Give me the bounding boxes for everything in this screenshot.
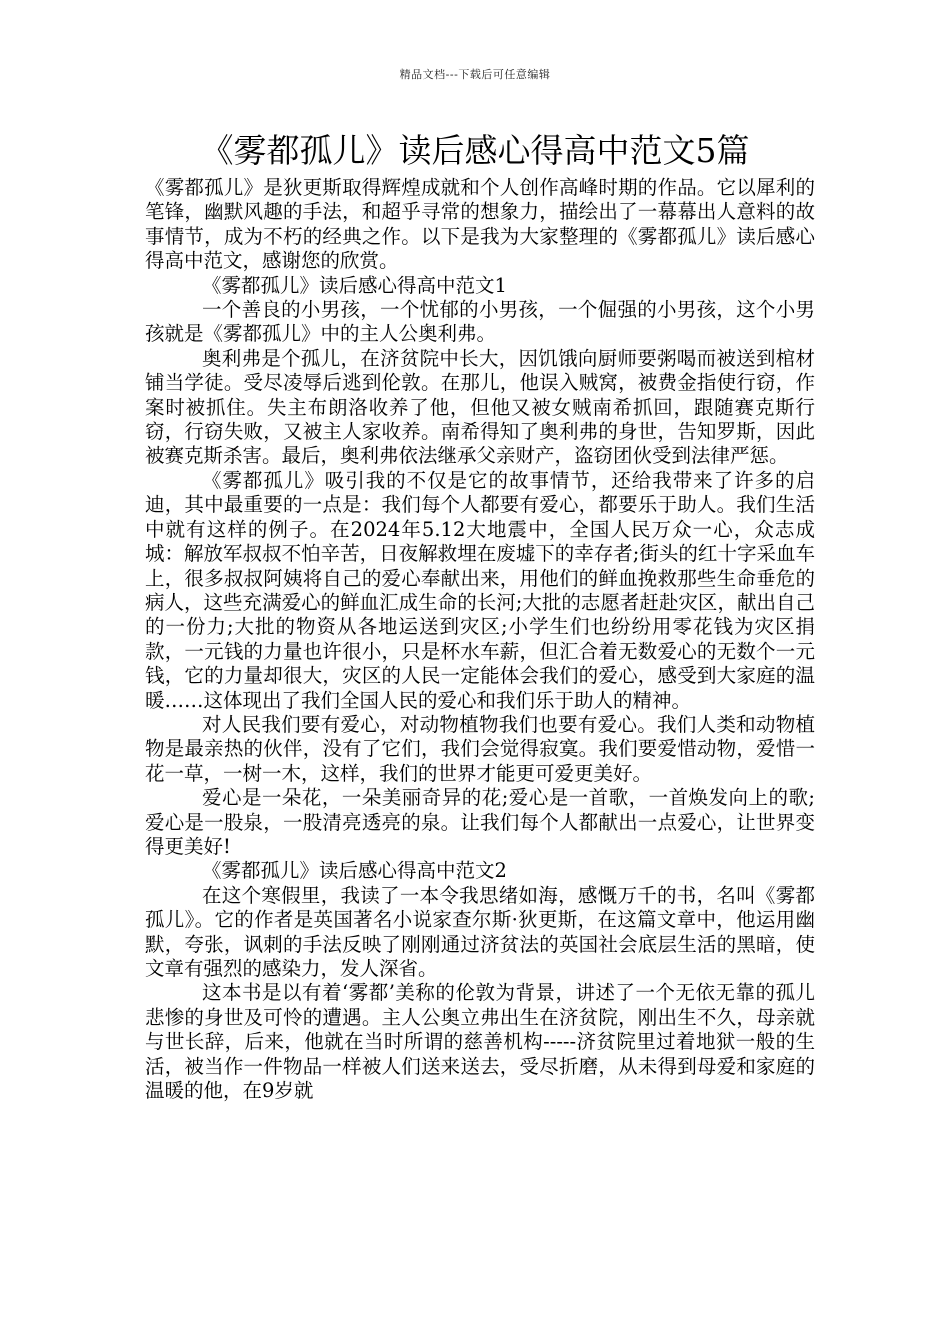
body-paragraph: 《雾都孤儿》吸引我的不仅是它的故事情节，还给我带来了许多的启迪，其中最重要的一点是：我们每个人都要有爱心，都要乐于助人。我们生活中就有这样的例子。在2024年5.12大地震中，全国人民万众一心，众志成城：解放军叔叔不怕辛苦，日夜解救埋在废墟下的幸存者;街头的红十字采血车上，很多叔叔阿姨将自己的爱心奉献出来，用他们的鲜血挽救那些生命垂危的病人，这些充满爱心的鲜血汇成生命的长河;大批的志愿者赶赴灾区，献出自己的一份力;大批的物资从各地运送到灾区;小学生们也纷纷用零花钱为灾区捐款，一元钱的力量也许很小，只是杯水车薪，但汇合着无数爱心的无数个一元钱，它的力量却很大，灾区的人民一定能体会我们的爱心，感受到大家庭的温暖……这体现出了我们全国人民的爱心和我们乐于助人的精神。 xyxy=(145,468,815,712)
body-paragraph: 奥利弗是个孤儿，在济贫院中长大，因饥饿向厨师要粥喝而被送到棺材铺当学徒。受尽凌辱后逃到伦敦。在那儿，他误入贼窝，被费金指使行窃，作案时被抓住。失主布朗洛收养了他，但他又被女贼南希抓回，跟随赛克斯行窃，行窃失败，又被主人家收养。南希得知了奥利弗的身世，告知罗斯，因此被赛克斯杀害。最后，奥利弗依法继承父亲财产，盗窃团伙受到法律严惩。 xyxy=(145,346,815,468)
body-paragraph: 在这个寒假里，我读了一本令我思绪如海，感慨万千的书，名叫《雾都孤儿》。它的作者是英国著名小说家查尔斯·狄更斯，在这篇文章中，他运用幽默，夸张，讽刺的手法反映了刚刚通过济贫法的英国社会底层生活的黑暗，使文章有强烈的感染力，发人深省。 xyxy=(145,883,815,980)
header-note: 精品文档---下载后可任意编辑 xyxy=(399,68,551,81)
body-paragraph: 爱心是一朵花，一朵美丽奇异的花;爱心是一首歌，一首焕发向上的歌;爱心是一股泉，一股清亮透亮的泉。让我们每个人都献出一点爱心，让世界变得更美好! xyxy=(145,786,815,858)
body-paragraph: 一个善良的小男孩，一个忧郁的小男孩，一个倔强的小男孩，这个小男孩就是《雾都孤儿》中的主人公奥利弗。 xyxy=(145,298,815,346)
document-body xyxy=(145,176,815,1103)
body-paragraph: 这本书是以有着‘雾都’美称的伦敦为背景，讲述了一个无依无靠的孤儿悲惨的身世及可怜的遭遇。主人公奥立弗出生在济贫院，刚出生不久，母亲就与世长辞，后来，他就在当时所谓的慈善机构-----济贫院里过着地狱一般的生活，被当作一件物品一样被人们送来送去，受尽折磨，从未得到母爱和家庭的温暖的他，在9岁就 xyxy=(145,981,815,1103)
document-title: 《雾都孤儿》读后感心得高中范文5篇 xyxy=(200,131,750,170)
section-heading: 《雾都孤儿》读后感心得高中范文1 xyxy=(202,273,507,297)
body-paragraph: 对人民我们要有爱心，对动物植物我们也要有爱心。我们人类和动物植物是最亲热的伙伴，没有了它们，我们会觉得寂寞。我们要爱惜动物，爱惜一花一草，一树一木，这样，我们的世界才能更可爱更美好。 xyxy=(145,712,815,785)
intro-paragraph: 《雾都孤儿》是狄更斯取得辉煌成就和个人创作高峰时期的作品。它以犀利的笔锋，幽默风趣的手法，和超乎寻常的想象力，描绘出了一幕幕出人意料的故事情节，成为不朽的经典之作。以下是我为大家整理的《雾都孤儿》读后感心得高中范文，感谢您的欣赏。 xyxy=(145,176,815,273)
section-heading: 《雾都孤儿》读后感心得高中范文2 xyxy=(202,859,507,883)
